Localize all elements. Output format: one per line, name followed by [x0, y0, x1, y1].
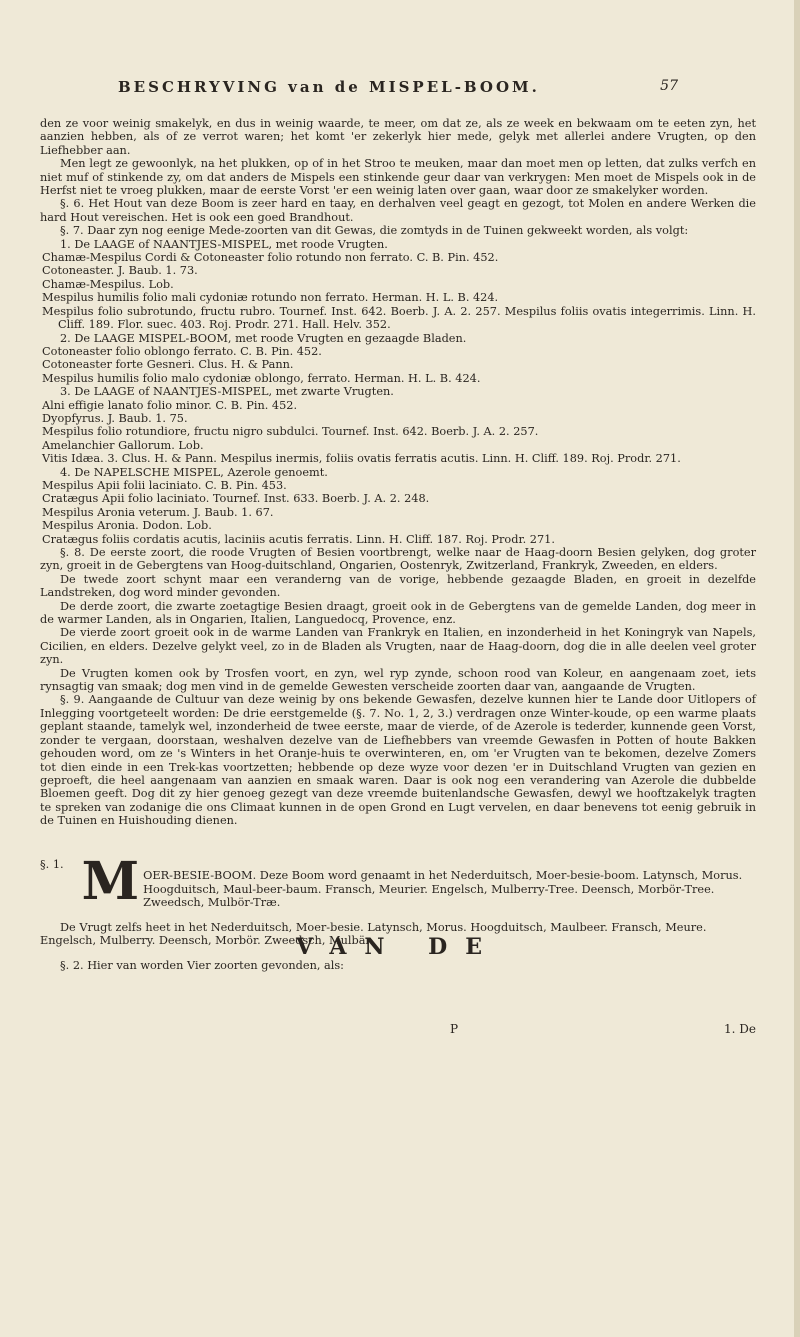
synonym-line: Alni effigie lanato folio minor. C. B. Pin. 452. [42, 398, 298, 412]
paragraph: den ze voor weinig smakelyk, en dus in weinig waarde, te meer, om dat ze, als ze week en bekwaam om te eeten zyn, het aanzien hebben, als of ze verrot waren; het komt 'er zekerlyk hier mede, gelyk met allerlei andere Vrugten, op den Liefhebber aan. [40, 117, 756, 157]
synonym-line: Cotoneaster folio oblongo ferrato. C. B. Pin. 452. [42, 344, 322, 358]
synonym-line: Cratægus Apii folio laciniato. Tournef. Inst. 633. Boerb. J. A. 2. 248. [42, 492, 430, 506]
paragraph: §. 7. Daar zyn nog eenige Mede-zoorten van dit Gewas, die zomtyds in de Tuinen gekweekt worden, als volgt: [60, 224, 689, 238]
paragraph: De derde zoort, die zwarte zoetagtige Besien draagt, groeit ook in de Gebergtens van de gemelde Landen, dog meer in de warmer Landen, als in Ongarien, Italien, Languedocq, Provence, enz. [40, 599, 756, 627]
signature-mark: P [450, 1022, 459, 1036]
synonym-line: Cotoneaster forte Gesneri. Clus. H. & Pann. [42, 358, 294, 372]
page-header [118, 78, 678, 102]
running-title: BESCHRYVING van de MISPEL-BOOM. [118, 78, 540, 96]
synonym-line: Mespilus Aronia veterum. J. Baub. 1. 67. [42, 505, 274, 519]
variety-heading: 2. De LAAGE MISPEL-BOOM, met roode Vrugten en gezaagde Bladen. [60, 331, 467, 345]
paragraph: §. 6. Het Hout van deze Boom is zeer hard en taay, en derhalven veel geagt en gezogt, tot Molen en andere Werken die hard Hout vereischen. Het is ook een goed Brandhout. [40, 197, 756, 224]
paragraph: De twede zoort schynt maar een veranderng van de vorige, hebbende gezaagde Bladen, en groeit in dezelfde Landstreken, dog word minder gevonden. [40, 572, 756, 600]
section-title: VAN DE [295, 934, 501, 960]
variety-heading: 4. De NAPELSCHE MISPEL, Azerole genoemt. [60, 465, 328, 479]
paragraph: §. 2. Hier van worden Vier zoorten gevonden, als: [60, 958, 344, 972]
synonym-line: Mespilus folio rotundiore, fructu nigro subdulci. Tournef. Inst. 642. Boerb. J. A. 2. 257. [42, 425, 539, 439]
synonym-line: Chamæ-Mespilus Cordi & Cotoneaster folio rotundo non ferrato. C. B. Pin. 452. [42, 251, 499, 265]
synonym-line: Cotoneaster. J. Baub. 1. 73. [42, 264, 198, 278]
page-edge [794, 0, 800, 1337]
synonym-line: Dyopfyrus. J. Baub. 1. 75. [42, 411, 188, 425]
synonym-line: Mespilus humilis folio malo cydoniæ oblongo, ferrato. Herman. H. L. B. 424. [42, 371, 481, 385]
paragraph: OER-BESIE-BOOM. Deze Boom word genaamt in het Nederduitsch, Moer-besie-boom. Latynsch, Morus. Hoogduitsch, Maul-beer-baum. Fransch, Meurier. Engelsch, Mulberry-Tree. Deensch, Morbör-Tree. Zweedsch, Mulbör-Træ. [143, 869, 743, 910]
drop-cap: M [81, 851, 140, 912]
synonym-line: Chamæ-Mespilus. Lob. [42, 277, 174, 291]
variety-heading: 1. De LAAGE of NAANTJES-MISPEL, met roode Vrugten. [60, 237, 388, 251]
paragraph: De Vrugten komen ook by Trosfen voort, en zyn, wel ryp zynde, schoon rood van Koleur, en aangenaam zoet, iets rynsagtig van smaak; dog men vind in de gemelde Gewesten verscheide zoorten daar van, aangaande de Vrugten. [40, 666, 756, 694]
synonym-line: Mespilus Apii folii laciniato. C. B. Pin. 453. [42, 478, 287, 492]
synonym-line: Vitis Idæa. 3. Clus. H. & Pann. Mespilus inermis, foliis ovatis ferratis acutis. Linn. H. Cliff. 189. Roj. Prodr. 271. [42, 452, 681, 466]
synonym-line: Mespilus folio subrotundo, fructu rubro. Tournef. Inst. 642. Boerb. J. A. 2. 257. Mespilus foliis ovatis integerrimis. Linn. H. Cliff. 189. Flor. suec. 403. Roj. Prodr. 271. Hall. Helv. 352. [42, 304, 756, 332]
synonym-line: Mespilus Aronia. Dodon. Lob. [42, 519, 212, 533]
paragraph: §. 9. Aangaande de Cultuur van deze weinig by ons bekende Gewasfen, dezelve kunnen hier te Lande door Uitlopers of Inlegging voortgeteelt worden: De drie eerstgemelde (§. 7. No. 1, 2, 3.) verdragen onze Winter-koude, op een warme plaats geplant staande, tamelyk wel, inzonderheid de twee eerste, maar de vierde, of de Azerole is tederder, kunnende geen Vorst, zonder te vergaan, doorstaan, weshalven dezelve van de Liefhebbers van vreemde Gewasfen in Potten of houte Bakken gehouden word, om ze 's Winters in het Oranje-huis te overwinteren, en, om 'er Vrugten van te bekomen, dezelve Zomers tot dien einde in een Trek-kas voortzetten; hebbende op deze wyze voor dezen 'er in Duitschland Vrugten van gezien en geproeft, die heel aangenaam van aanzien en smaak waren. Daar is ook nog een verandering van Azerole die dubbelde Bloemen geeft. Dog dit zy hier genoeg gezegt van deze vreemde buitenlandsche Gewasfen, dewyl we hooftzakelyk tragten te spreken van zodanige die ons Climaat kunnen in de open Grond en Lugt vervelen, en daar benevens tot eenig gebruik in de Tuinen en Huishouding dienen. [40, 693, 756, 828]
section-number: §. 1. [40, 858, 64, 871]
synonym-line: Mespilus humilis folio mali cydoniæ rotundo non ferrato. Herman. H. L. B. 424. [42, 291, 499, 305]
paragraph: De Vrugt zelfs heet in het Nederduitsch, Moer-besie. Latynsch, Morus. Hoogduitsch, Maulbeer. Fransch, Meure. Engelsch, Mulberry. Deensch, Morbör. Zweedsch, Mulbär. [40, 920, 707, 948]
catchword: 1. De [724, 1022, 756, 1036]
page-footer [40, 1022, 756, 1036]
paragraph: De vierde zoort groeit ook in de warme Landen van Frankryk en Italien, en inzonderheid in het Koningryk van Napels, Cicilien, en elders. Dezelve gelykt veel, zo in de Bladen als Vrugten, naar de Haag-doorn, dog die in alle deelen veel groter zyn. [40, 626, 756, 667]
page-number: 57 [660, 78, 678, 94]
moerbesie-entry [40, 851, 756, 984]
variety-heading: 3. De LAAGE of NAANTJES-MISPEL, met zwarte Vrugten. [60, 385, 394, 399]
paragraph: §. 8. De eerste zoort, die roode Vrugten of Besien voortbrengt, welke naar de Haag-doorn Besien gelyken, dog groter zyn, groeit in de Gebergtens van Hoog-duitschland, Ongarien, Oostenryk, Zwitzerland, Frankryk, Zweeden, en elders. [40, 546, 756, 573]
synonym-line: Amelanchier Gallorum. Lob. [42, 438, 204, 452]
synonym-line: Cratægus foliis cordatis acutis, laciniis acutis ferratis. Linn. H. Cliff. 187. Roj. Prodr. 271. [42, 532, 555, 546]
paragraph: Men legt ze gewoonlyk, na het plukken, op of in het Stroo te meuken, maar dan moet men op letten, dat zulks verfch en niet muf of stinkende zy, om dat anders de Mispels een stinkende geur daar van verkrygen: Men moet de Mispels ook in de Herfst niet te vroeg plukken, maar de eerste Vorst 'er een weinig laten over gaan, waar door ze smakelyker worden. [40, 157, 756, 198]
